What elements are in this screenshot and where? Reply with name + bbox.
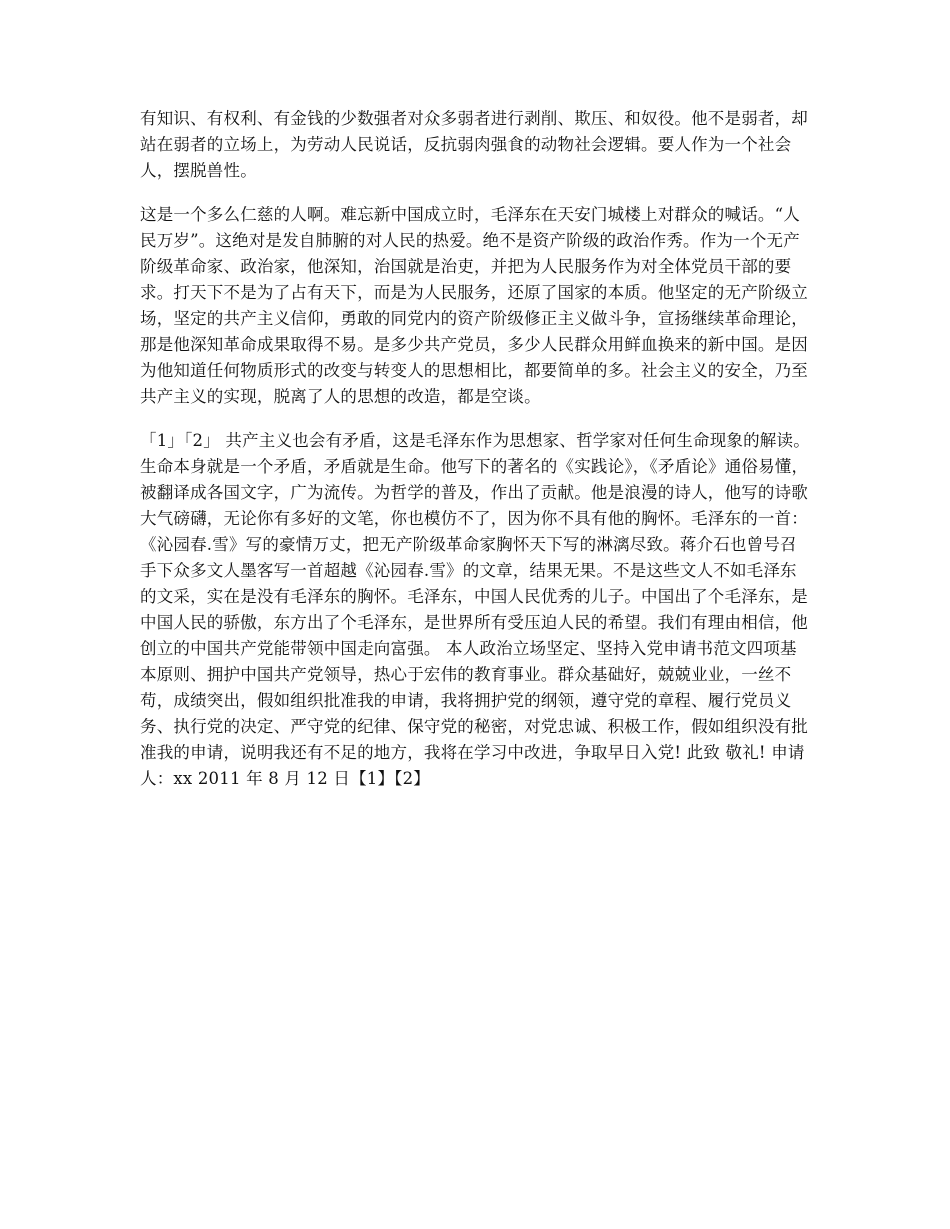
paragraph-1: 有知识、有权利、有金钱的少数强者对众多弱者进行剥削、欺压、和奴役。他不是弱者，却站在弱者的立场上，为劳动人民说话，反抗弱肉强食的动物社会逻辑。要人作为一个社会人，摆脱兽性。 [140,109,808,180]
paragraph-2: 这是一个多么仁慈的人啊。难忘新中国成立时，毛泽东在天安门城楼上对群众的喊话。“人民万岁”。这绝对是发自肺腑的对人民的热爱。绝不是资产阶级的政治作秀。作为一个无产阶级革命家、政治家，他深知，治国就是治吏，并把为人民服务作为对全体党员干部的要求。打天下不是为了占有天下，而是为人民服务，还原了国家的本质。他坚定的无产阶级立场，坚定的共产主义信仰，勇敢的同党内的资产阶级修正主义做斗争，宣扬继续革命理论，那是他深知革命成果取得不易。是多少共产党员，多少人民群众用鲜血换来的新中国。是因为他知道任何物质形式的改变与转变人的思想相比，都要简单的多。社会主义的安全，乃至共产主义的实现，脱离了人的思想的改造，都是空谈。 [140,205,808,406]
paragraph-3: 「1」「2」 共产主义也会有矛盾，这是毛泽东作为思想家、哲学家对任何生命现象的解读。生命本身就是一个矛盾，矛盾就是生命。他写下的著名的《实践论》，《矛盾论》通俗易懂，被翻译成各国文字，广为流传。为哲学的普及，作出了贡献。他是浪漫的诗人，他写的诗歌大气磅礴，无论你有多好的文笔，你也模仿不了，因为你不具有他的胸怀。毛泽东的一首：《沁园春.雪》写的豪情万丈，把无产阶级革命家胸怀天下写的淋漓尽致。蒋介石也曾号召手下众多文人墨客写一首超越《沁园春.雪》的文章，结果无果。不是这些文人不如毛泽东的文采，实在是没有毛泽东的胸怀。毛泽东，中国人民优秀的儿子。中国出了个毛泽东，是中国人民的骄傲，东方出了个毛泽东，是世界所有受压迫人民的希望。我们有理由相信，他创立的中国共产党能带领中国走向富强。 本人政治立场坚定、坚持入党申请书范文四项基本原则、拥护中国共产党领导，热心于宏伟的教育事业。群众基础好，兢兢业业，一丝不苟，成绩突出，假如组织批准我的申请，我将拥护党的纲领，遵守党的章程、履行党员义务、执行党的决定、严守党的纪律、保守党的秘密，对党忠诚、积极工作，假如组织没有批准我的申请，说明我还有不足的地方，我将在学习中改进，争取早日入党! 此致 敬礼! 申请人：xx 2011 年 8 月 12 日【1】【2】 [140,431,810,788]
document-body [140,106,810,810]
